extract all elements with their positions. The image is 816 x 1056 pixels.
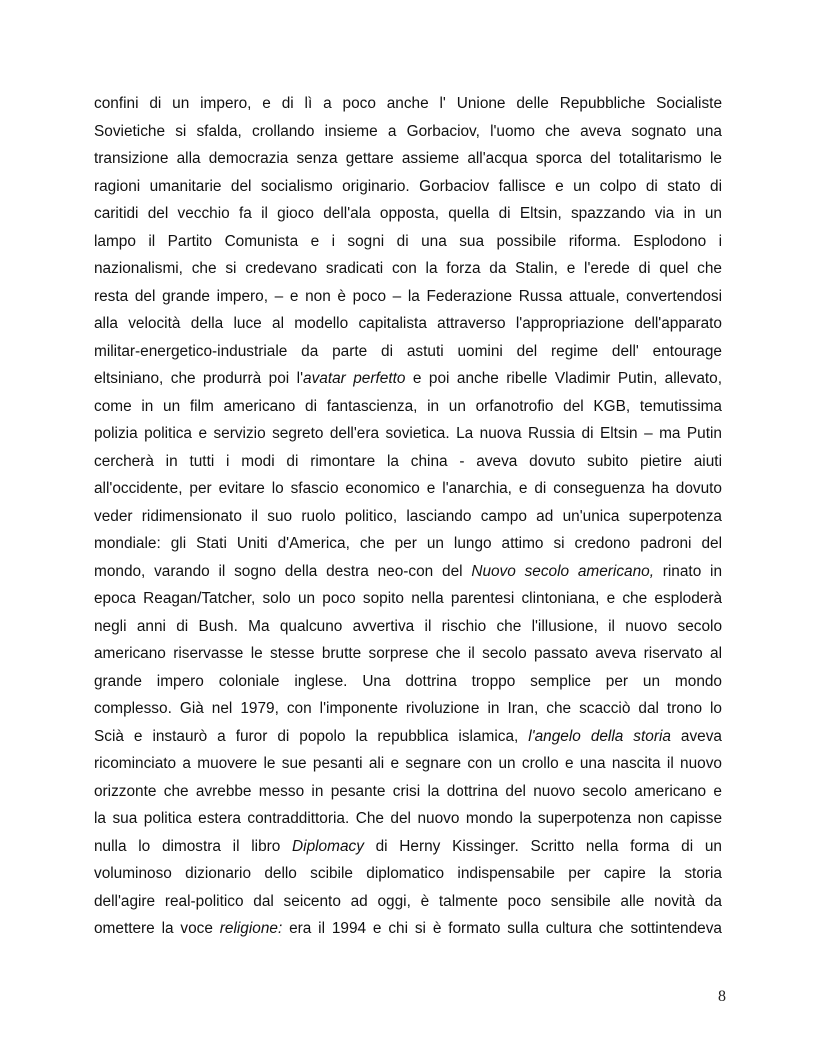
page-number: 8: [718, 988, 726, 1005]
text-line: [94, 228, 722, 256]
text-line: [94, 530, 722, 558]
text-span: Sovietiche si sfalda, crollando insieme a Gorbaciov, l'uomo che aveva sognato una: [94, 122, 722, 140]
text-line: [94, 750, 722, 778]
text-span: era il 1994 e chi si è formato sulla cultura che sottintendeva: [282, 920, 722, 937]
text-span: resta del grande impero, – e non è poco – la Federazione Russa attuale, convertendosi: [94, 287, 722, 305]
text-line: [94, 805, 722, 833]
italic-text: l'angelo della storia: [528, 727, 671, 745]
text-span: mondiale: gli Stati Uniti d'America, che per un lungo attimo si credono padroni del: [94, 535, 722, 552]
text-line: [94, 503, 722, 531]
text-line: [94, 310, 722, 338]
text-line: [94, 585, 722, 613]
text-span: transizione alla democrazia senza gettare assieme all'acqua sporca del totalitarismo le: [94, 150, 722, 167]
italic-text: religione:: [219, 920, 283, 937]
text-span: confini di un impero, e di lì a poco anche l' Unione delle Repubbliche Socialiste: [94, 95, 722, 112]
text-line: [94, 255, 722, 283]
text-span: eltsiniano, che produrrà poi l': [94, 370, 304, 387]
text-line: [94, 338, 722, 366]
text-span: nazionalismi, che si credevano sradicati con la forza da Stalin, e l'erede di quel che: [94, 260, 722, 277]
text-span: grande impero coloniale inglese. Una dottrina troppo semplice per un mondo: [94, 672, 722, 690]
text-line: [94, 365, 722, 393]
text-span: cercherà in tutti i modi di rimontare la china - aveva dovuto subito pietire aiuti: [94, 452, 722, 470]
text-line: [94, 613, 722, 641]
text-span: e poi anche ribelle Vladimir Putin, allevato,: [405, 370, 722, 387]
text-line: [94, 283, 722, 311]
text-span: epoca Reagan/Tatcher, solo un poco sopito nella parentesi clintoniana, e che esploderà: [94, 590, 722, 607]
text-line: [94, 668, 722, 696]
text-line: [94, 860, 722, 888]
text-line: [94, 90, 722, 118]
text-span: voluminoso dizionario dello scibile diplomatico indispensabile per capire la storia: [94, 865, 722, 882]
text-span: aveva: [670, 727, 722, 745]
body-paragraph: [94, 90, 722, 943]
text-line: [94, 915, 722, 943]
text-line: [94, 640, 722, 668]
text-line: [94, 393, 722, 421]
text-span: all'occidente, per evitare lo sfascio economico e l'anarchia, e di conseguenza ha dovuto: [94, 480, 722, 497]
text-span: orizzonte che avrebbe messo in pesante crisi la dottrina del nuovo secolo americano e: [94, 782, 722, 800]
text-span: la sua politica estera contraddittoria. Che del nuovo mondo la superpotenza non capisse: [94, 810, 722, 827]
italic-text: Diplomacy: [292, 837, 364, 855]
text-line: [94, 778, 722, 806]
text-span: Scià e instaurò a furor di popolo la repubblica islamica,: [94, 727, 529, 745]
text-span: come in un film americano di fantascienza, in un orfanotrofio del KGB, temutissima: [94, 397, 722, 415]
text-line: [94, 448, 722, 476]
text-line: [94, 475, 722, 503]
text-span: alla velocità della luce al modello capitalista attraverso l'appropriazione dell'apparato: [94, 315, 722, 332]
text-line: [94, 833, 722, 861]
text-span: ricominciato a muovere le sue pesanti ali e segnare con un crollo e una nascita il nuovo: [94, 755, 722, 772]
text-span: americano riservasse le stesse brutte sorprese che il secolo passato aveva riservato al: [94, 645, 722, 662]
text-span: ragioni umanitarie del socialismo originario. Gorbaciov fallisce e un colpo di stato di: [94, 177, 722, 195]
text-span: dell'agire real-politico dal seicento ad oggi, è talmente poco sensibile alle novità da: [94, 892, 722, 910]
text-span: militar-energetico-industriale da parte di astuti uomini del regime dell' entourage: [94, 342, 722, 360]
text-span: lampo il Partito Comunista e i sogni di una sua possibile riforma. Esplodono i: [94, 232, 722, 250]
text-span: di Herny Kissinger. Scritto nella forma di un: [363, 837, 722, 855]
text-line: [94, 145, 722, 173]
text-span: polizia politica e servizio segreto dell'era sovietica. La nuova Russia di Eltsin – ma Putin: [94, 425, 722, 442]
italic-text: avatar perfetto: [303, 370, 406, 387]
text-span: caritidi del vecchio fa il gioco dell'ala opposta, quella di Eltsin, spazzando via in un: [94, 205, 722, 222]
text-span: omettere la voce: [94, 920, 220, 937]
text-span: veder ridimensionato il suo ruolo politico, lasciando campo ad un'unica superpotenza: [94, 507, 722, 525]
text-line: [94, 695, 722, 723]
text-span: nulla lo dimostra il libro: [94, 837, 293, 855]
text-line: [94, 723, 722, 751]
text-span: rinato in: [653, 562, 722, 580]
text-span: complesso. Già nel 1979, con l'imponente rivoluzione in Iran, che scacciò dal trono lo: [94, 700, 722, 717]
text-span: negli anni di Bush. Ma qualcuno avvertiva il rischio che l'illusione, il nuovo secolo: [94, 617, 722, 635]
text-line: [94, 558, 722, 586]
text-line: [94, 888, 722, 916]
text-line: [94, 173, 722, 201]
text-line: [94, 420, 722, 448]
text-line: [94, 118, 722, 146]
italic-text: Nuovo secolo americano,: [471, 562, 654, 580]
text-span: mondo, varando il sogno della destra neo-con del: [94, 562, 472, 580]
text-line: [94, 200, 722, 228]
